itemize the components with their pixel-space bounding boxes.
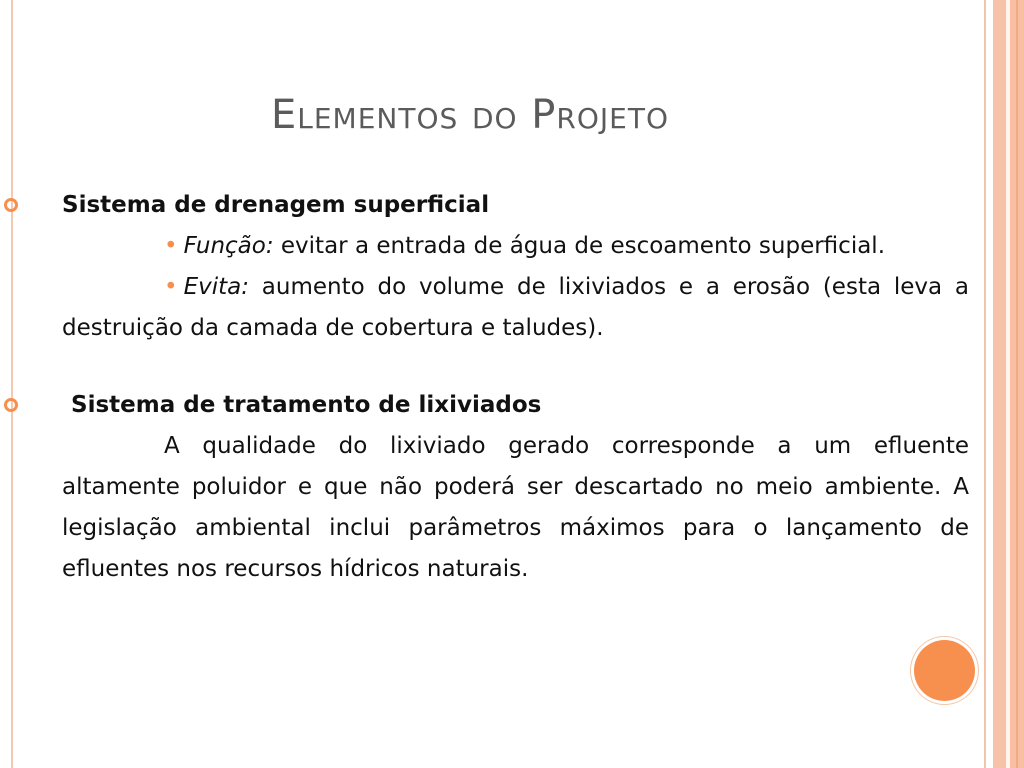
slide-content xyxy=(62,185,969,590)
subitem-function-text: evitar a entrada de água de escoamento superficial. xyxy=(280,233,886,259)
ring-bullet-icon xyxy=(4,398,18,412)
section-heading-treatment xyxy=(62,385,969,426)
section-heading-drainage xyxy=(62,185,969,226)
frame-right-line xyxy=(1016,0,1018,768)
treatment-paragraph: A qualidade do lixiviado gerado corresponde a um efluente altamente poluidor e que não poderá ser descartado no meio ambiente. A legislação ambiental inclui parâmetros máximos para o lançamento de efluentes nos recursos hídricos naturais. xyxy=(62,433,969,582)
subitem-function-label: Função: xyxy=(183,233,274,259)
slide-title: Elementos do Projeto xyxy=(270,92,669,138)
section-heading-label: Sistema de drenagem superficial xyxy=(62,192,490,218)
ring-bullet-icon xyxy=(4,198,18,212)
spacer xyxy=(62,349,969,385)
subitem-avoids-label: Evita: xyxy=(183,274,249,300)
subitem-avoids-text: aumento do volume de lixiviados e a erosão (esta leva a destruição da camada de cobertura e taludes). xyxy=(62,274,969,341)
dot-bullet-icon: • xyxy=(164,274,178,300)
dot-bullet-icon: • xyxy=(164,233,178,259)
section-heading-label: Sistema de tratamento de lixiviados xyxy=(71,392,542,418)
frame-right-inner-line xyxy=(984,0,986,768)
orange-circle-icon xyxy=(914,640,975,701)
subitem-function xyxy=(62,226,969,267)
frame-right-band xyxy=(993,0,1006,768)
subitem-avoids xyxy=(62,267,969,349)
